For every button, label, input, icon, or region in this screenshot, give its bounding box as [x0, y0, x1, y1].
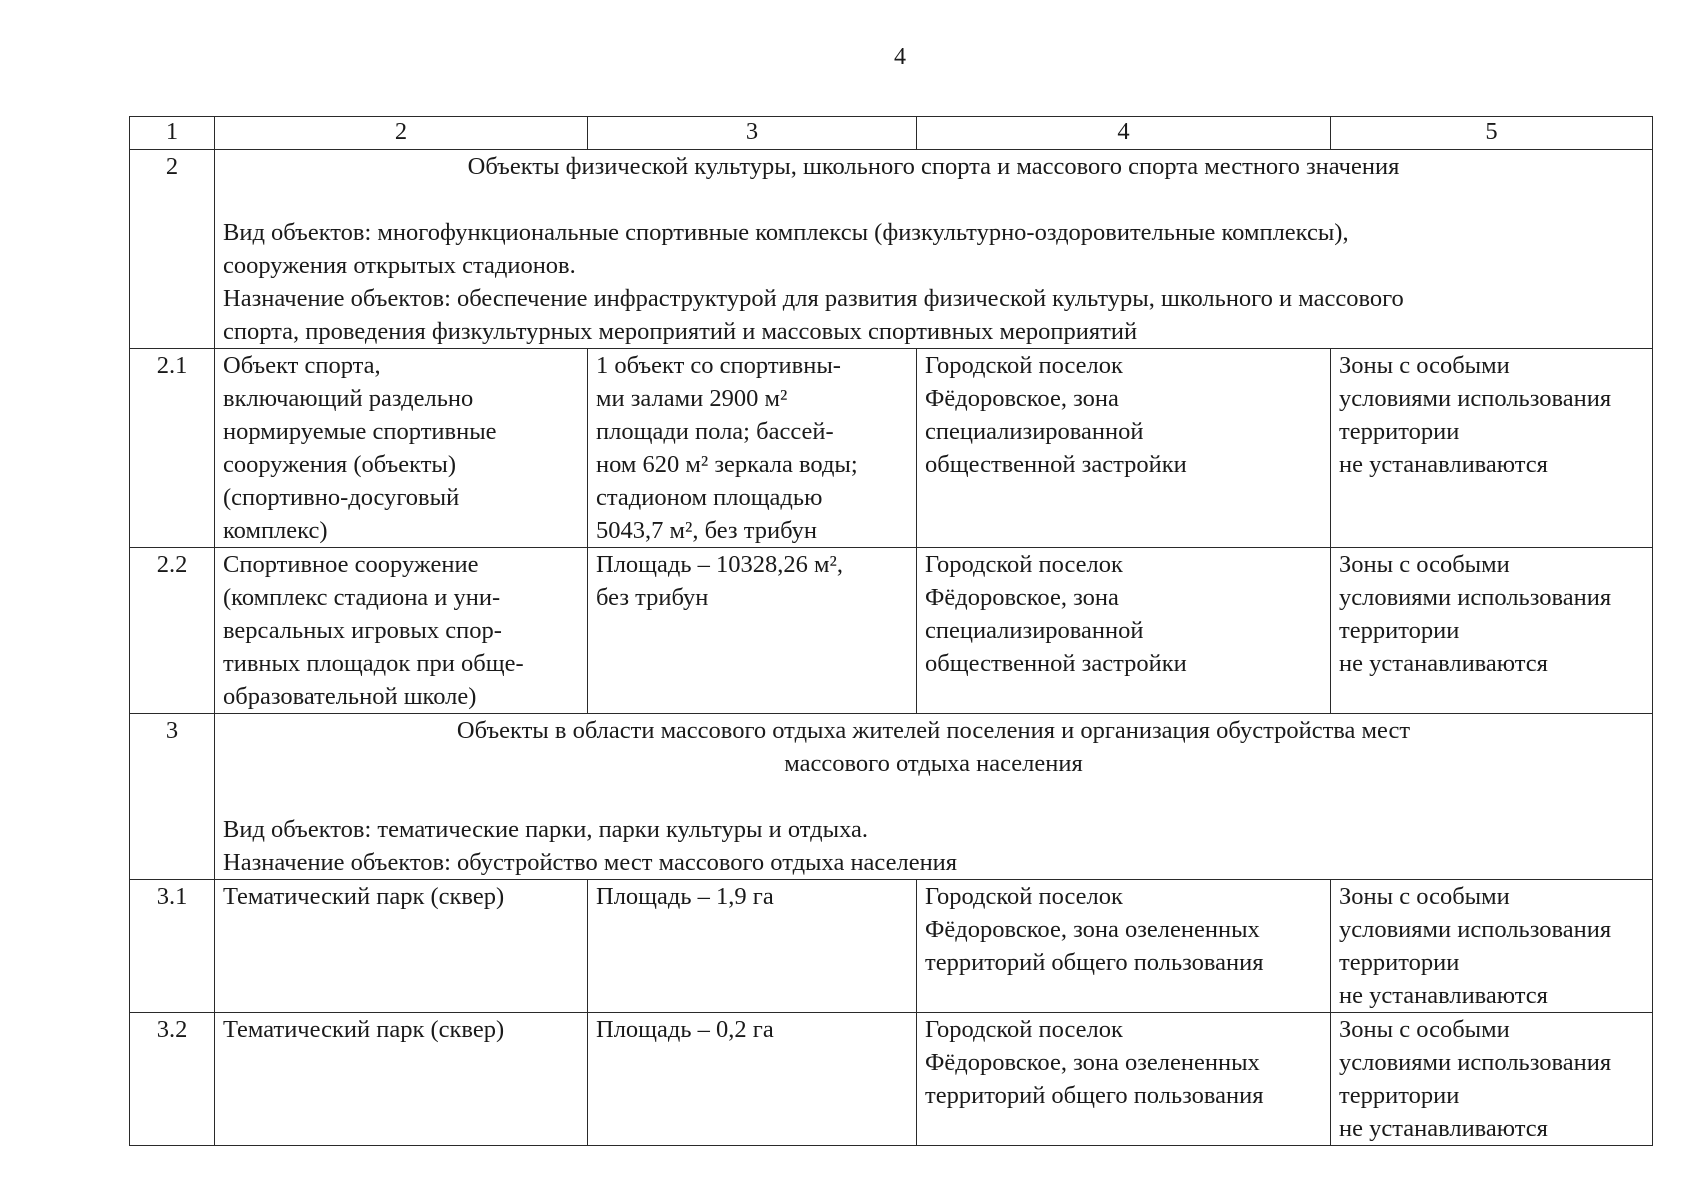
text-line: Площадь – 1,9 га — [596, 883, 774, 910]
text-line: (спортивно-досуговый — [223, 484, 460, 511]
object-name-cell — [215, 1013, 588, 1146]
text-line: спорта, проведения физкультурных мероприятий и массовых спортивных мероприятий — [223, 318, 1138, 345]
object-params-cell — [588, 548, 917, 714]
header-cell: 3 — [588, 117, 917, 150]
text-line: Городской поселок — [925, 551, 1123, 578]
text-line: Фёдоровское, зона — [925, 584, 1119, 611]
text-line: территорий общего пользования — [925, 1082, 1264, 1109]
section-row — [130, 714, 1653, 880]
text-line: территории — [1339, 617, 1460, 644]
location-cell — [917, 1013, 1331, 1146]
text-line: Фёдоровское, зона озелененных — [925, 1049, 1260, 1076]
text-line: не устанавливаются — [1339, 982, 1548, 1009]
text-line: Вид объектов: многофункциональные спортивные комплексы (физкультурно-оздоровительные комплексы), — [223, 219, 1349, 246]
text-line: Зоны с особыми — [1339, 352, 1510, 379]
text-line: территории — [1339, 1082, 1460, 1109]
row-number: 2.2 — [130, 548, 215, 714]
text-line: сооружения (объекты) — [223, 451, 457, 478]
object-name-cell — [215, 548, 588, 714]
text-line: массового отдыха населения — [784, 750, 1083, 777]
text-line: включающий раздельно — [223, 385, 474, 412]
text-line: без трибун — [596, 584, 709, 611]
text-line: Объект спорта, — [223, 352, 381, 379]
text-line: комплекс) — [223, 517, 328, 544]
section-content — [215, 714, 1653, 880]
text-line: территории — [1339, 949, 1460, 976]
zones-cell — [1331, 349, 1653, 548]
text-line: не устанавливаются — [1339, 451, 1548, 478]
location-cell — [917, 349, 1331, 548]
text-line: условиями использования — [1339, 1049, 1612, 1076]
text-line: территорий общего пользования — [925, 949, 1264, 976]
object-params-cell — [588, 349, 917, 548]
text-line: 5043,7 м², без трибун — [596, 517, 817, 544]
header-cell: 5 — [1331, 117, 1653, 150]
object-name-cell — [215, 880, 588, 1013]
text-line: Зоны с особыми — [1339, 883, 1510, 910]
text-line: Спортивное сооружение — [223, 551, 479, 578]
text-line: Объекты в области массового отдыха жителей поселения и организация обустройства мест — [456, 717, 1411, 744]
text-line: сооружения открытых стадионов. — [223, 252, 576, 279]
text-line: Зоны с особыми — [1339, 551, 1510, 578]
section-gap — [223, 780, 1644, 813]
section-row — [130, 150, 1653, 349]
text-line: стадионом площадью — [596, 484, 823, 511]
table-row — [130, 880, 1653, 1013]
object-params-cell — [588, 880, 917, 1013]
zones-cell — [1331, 548, 1653, 714]
location-cell — [917, 880, 1331, 1013]
text-line: не устанавливаются — [1339, 650, 1548, 677]
text-line: Фёдоровское, зона озелененных — [925, 916, 1260, 943]
section-number: 2 — [130, 150, 215, 349]
text-line: условиями использования — [1339, 385, 1612, 412]
text-line: Городской поселок — [925, 1016, 1123, 1043]
text-line: общественной застройки — [925, 650, 1187, 677]
row-number: 3.1 — [130, 880, 215, 1013]
text-line: территории — [1339, 418, 1460, 445]
location-cell — [917, 548, 1331, 714]
table-row — [130, 349, 1653, 548]
header-cell: 4 — [917, 117, 1331, 150]
text-line: Объекты физической культуры, школьного спорта и массового спорта местного значения — [467, 153, 1400, 180]
section-number: 3 — [130, 714, 215, 880]
text-line: условиями использования — [1339, 584, 1612, 611]
section-gap — [223, 183, 1644, 216]
text-line: Зоны с особыми — [1339, 1016, 1510, 1043]
text-line: площади пола; бассей- — [596, 418, 834, 445]
text-line: Городской поселок — [925, 352, 1123, 379]
header-cell: 1 — [130, 117, 215, 150]
text-line: Тематический парк (сквер) — [223, 883, 505, 910]
text-line: образовательной школе) — [223, 683, 477, 710]
section-content — [215, 150, 1653, 349]
object-params-cell — [588, 1013, 917, 1146]
zones-cell — [1331, 880, 1653, 1013]
text-line: специализированной — [925, 418, 1144, 445]
text-line: Городской поселок — [925, 883, 1123, 910]
text-line: Площадь – 10328,26 м², — [596, 551, 844, 578]
page-number: 4 — [894, 44, 906, 70]
text-line: тивных площадок при обще- — [223, 650, 524, 677]
text-line: общественной застройки — [925, 451, 1187, 478]
row-number: 2.1 — [130, 349, 215, 548]
text-line: Назначение объектов: обустройство мест массового отдыха населения — [223, 849, 958, 876]
text-line: Вид объектов: тематические парки, парки культуры и отдыха. — [223, 816, 869, 843]
text-line: Фёдоровское, зона — [925, 385, 1119, 412]
table-row — [130, 548, 1653, 714]
zones-cell — [1331, 1013, 1653, 1146]
text-line: условиями использования — [1339, 916, 1612, 943]
text-line: специализированной — [925, 617, 1144, 644]
text-line: (комплекс стадиона и уни- — [223, 584, 501, 611]
text-line: ном 620 м² зеркала воды; — [596, 451, 858, 478]
text-line: 1 объект со спортивны- — [596, 352, 841, 379]
table-row — [130, 1013, 1653, 1146]
row-number: 3.2 — [130, 1013, 215, 1146]
object-name-cell — [215, 349, 588, 548]
text-line: Тематический парк (сквер) — [223, 1016, 505, 1043]
text-line: версальных игровых спор- — [223, 617, 502, 644]
header-cell: 2 — [215, 117, 588, 150]
document-table — [129, 116, 1653, 1146]
text-line: нормируемые спортивные — [223, 418, 497, 445]
text-line: Назначение объектов: обеспечение инфраструктурой для развития физической культуры, школьного и массового — [223, 285, 1404, 312]
text-line: ми залами 2900 м² — [596, 385, 788, 412]
text-line: не устанавливаются — [1339, 1115, 1548, 1142]
header-row — [130, 117, 1653, 150]
text-line: Площадь – 0,2 га — [596, 1016, 774, 1043]
